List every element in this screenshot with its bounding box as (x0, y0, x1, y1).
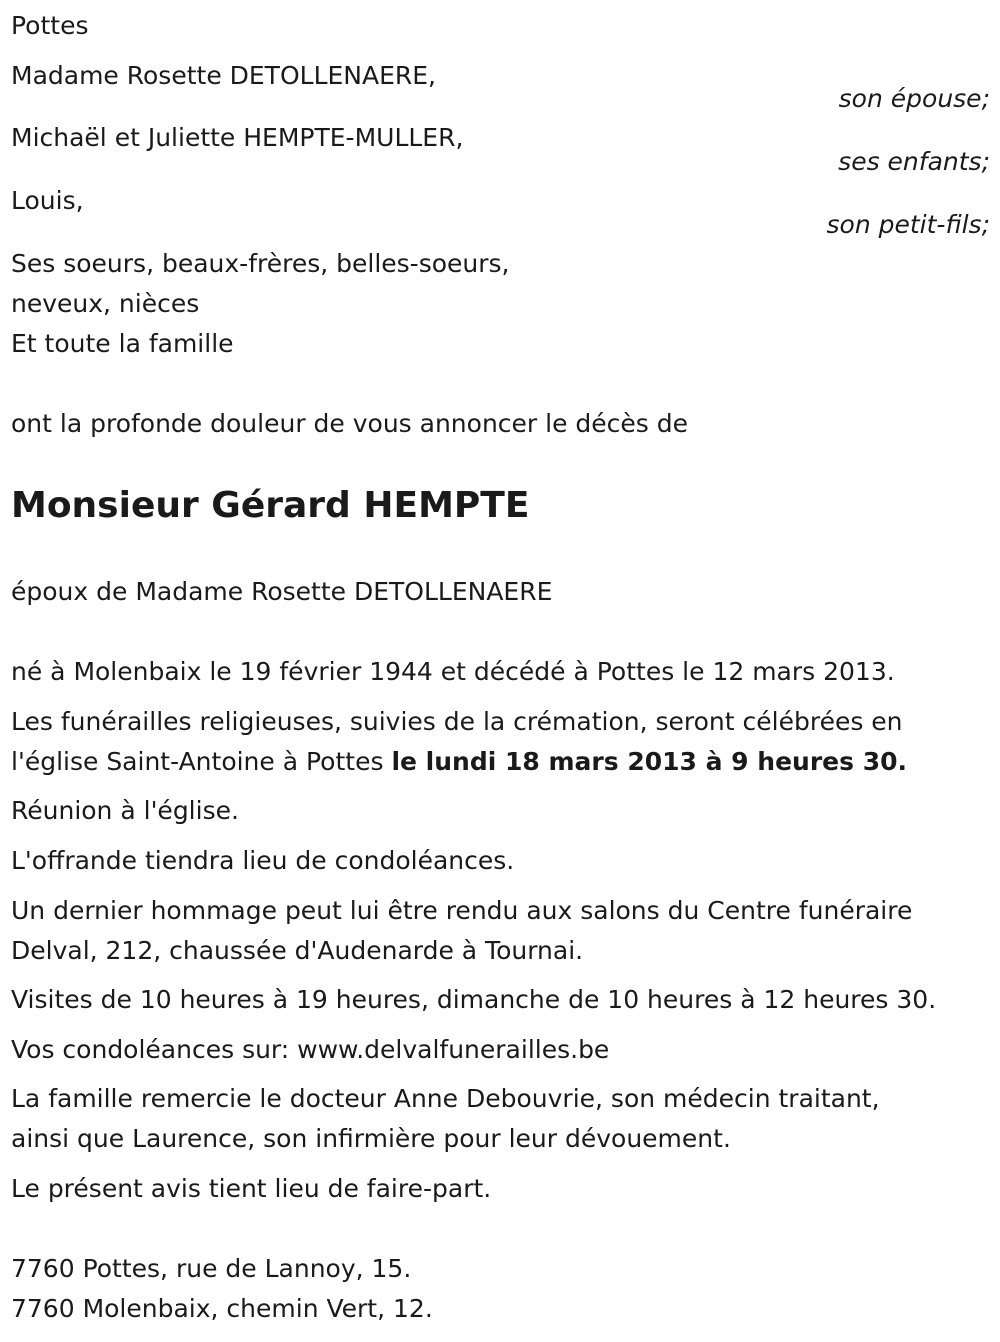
extended-family-line: Et toute la famille (11, 329, 234, 358)
thanks-line-2: ainsi que Laurence, son infirmière pour leur dévouement. (11, 1124, 731, 1153)
offering-line: L'offrande tiendra lieu de condoléances. (11, 846, 515, 875)
condolences-link[interactable]: www.delvalfunerailles.be (297, 1035, 610, 1064)
meeting-line: Réunion à l'église. (11, 796, 239, 825)
extended-family-line: Ses soeurs, beaux-frères, belles-soeurs, (11, 249, 510, 278)
grandson-name: Louis, (11, 186, 84, 215)
condolences-label: Vos condoléances sur: (11, 1035, 298, 1064)
thanks-line-1: La famille remercie le docteur Anne Debouvrie, son médecin traitant, (11, 1084, 880, 1113)
spouse-line: époux de Madame Rosette DETOLLENAERE (11, 577, 553, 606)
children-names: Michaël et Juliette HEMPTE-MULLER, (11, 123, 464, 152)
tribute-line-1: Un dernier hommage peut lui être rendu aux salons du Centre funéraire (11, 896, 913, 925)
visits-line: Visites de 10 heures à 19 heures, dimanche de 10 heures à 12 heures 30. (11, 985, 937, 1014)
grandson-relation: son petit-fils; (826, 210, 990, 239)
funeral-place: l'église Saint-Antoine à Pottes (11, 747, 392, 776)
birth-death-line: né à Molenbaix le 19 février 1944 et décédé à Pottes le 12 mars 2013. (11, 657, 895, 686)
location-header: Pottes (11, 11, 89, 40)
tribute-line-2: Delval, 212, chaussée d'Audenarde à Tournai. (11, 936, 584, 965)
address-line: 7760 Molenbaix, chemin Vert, 12. (11, 1294, 433, 1323)
announcement-text: ont la profonde douleur de vous annoncer le décès de (11, 409, 689, 438)
extended-family-line: neveux, nièces (11, 289, 200, 318)
notice-line: Le présent avis tient lieu de faire-part. (11, 1174, 492, 1203)
children-relation: ses enfants; (838, 147, 990, 176)
deceased-name: Monsieur Gérard HEMPTE (11, 485, 530, 526)
funeral-line-1: Les funérailles religieuses, suivies de la crémation, seront célébrées en (11, 707, 903, 736)
address-line: 7760 Pottes, rue de Lannoy, 15. (11, 1254, 412, 1283)
funeral-datetime: le lundi 18 mars 2013 à 9 heures 30. (391, 747, 907, 776)
spouse-name: Madame Rosette DETOLLENAERE, (11, 61, 436, 90)
spouse-relation: son épouse; (838, 84, 990, 113)
condolences-line (11, 1030, 609, 1070)
funeral-line-2 (11, 742, 907, 782)
